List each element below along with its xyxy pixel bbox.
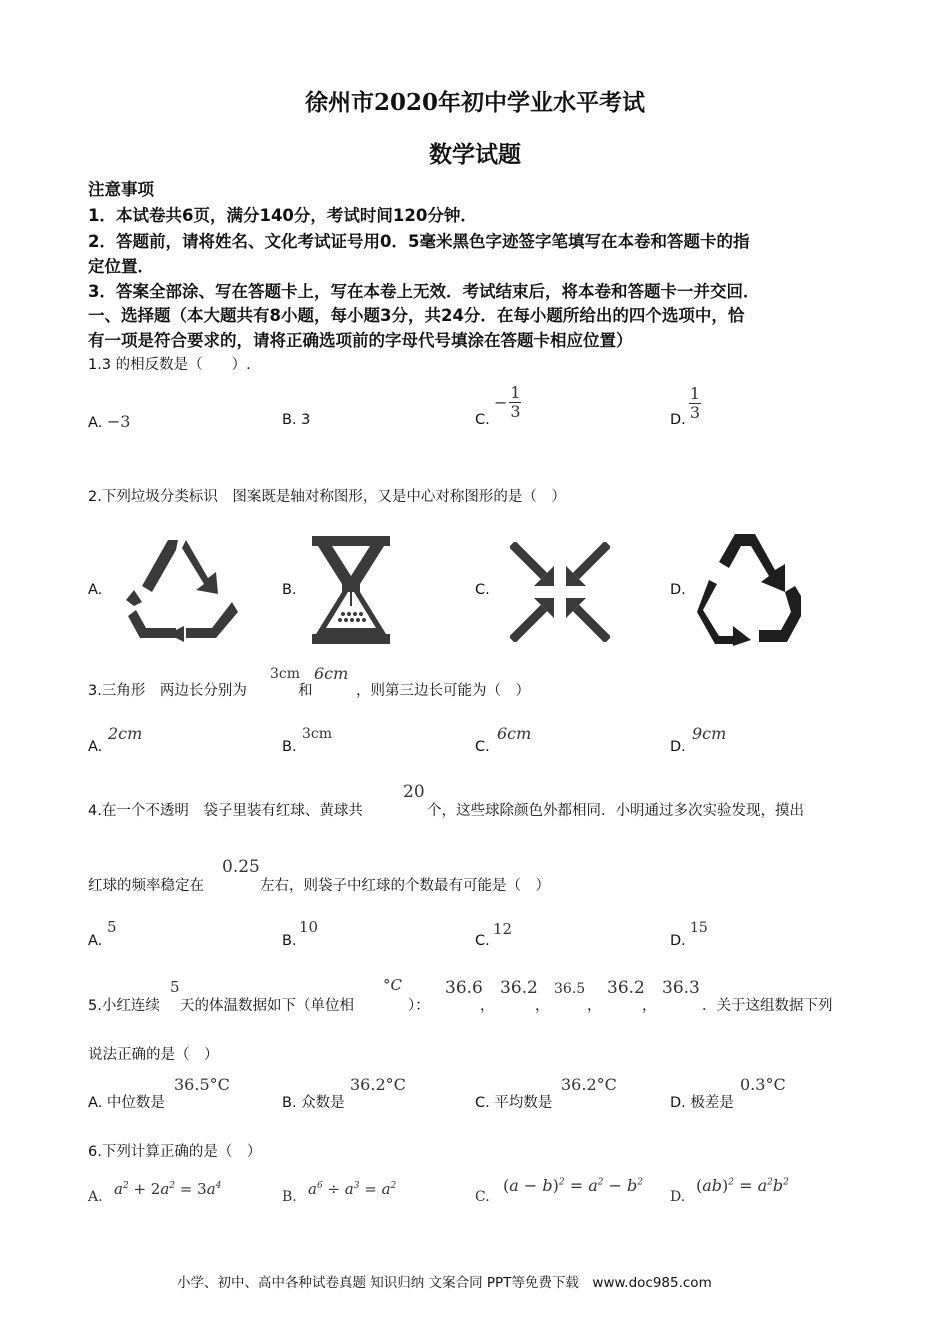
q4-d-value: 15 [690, 920, 708, 936]
q1-d-denominator: 3 [689, 403, 701, 422]
q4-value-025: 0.25 [222, 857, 260, 877]
q4-b-label: B. [282, 933, 297, 949]
q3-c-label: C. [475, 739, 490, 755]
q1-option-c-value [494, 384, 521, 421]
q1-a-value: −3 [106, 412, 131, 431]
q6-d-label: D. [670, 1189, 686, 1205]
q1-d-numerator: 1 [689, 384, 701, 403]
q4-c-value: 12 [493, 920, 513, 938]
q1-d-fraction [689, 385, 701, 422]
q5-comma-2: ， [535, 998, 550, 1014]
q2-c-label: C. [475, 582, 490, 598]
notice-heading: 注意事项 [88, 180, 154, 199]
q5-d-value-text: 0.3°C [740, 1075, 786, 1094]
q4-a-label: A. [88, 933, 103, 949]
q6-c-expression: $(a - b)^2 = a^2 - b^2$ [503, 1176, 644, 1195]
hourglass-flask-icon [310, 536, 392, 644]
q6-a-label: A. [88, 1189, 103, 1205]
q3-c-value: 6cm [497, 724, 532, 743]
q3-stem-part-1: 3.三角形 两边长分别为 [88, 683, 247, 699]
q4-stem-part-2: 个，这些球除颜色外都相同．小明通过多次实验发现，摸出 [427, 803, 804, 819]
q5-c-label: C. 平均数是 [475, 1095, 553, 1111]
q2-b-label: B. [282, 582, 297, 598]
q1-option-c-label: C. [475, 412, 490, 428]
q5-a-label: A. 中位数是 [88, 1095, 165, 1111]
notice-line-2a: 2．答题前，请将姓名、文化考试证号用0．5毫米黑色字迹签字笔填写在本卷和答题卡的指 [88, 232, 750, 251]
q4-b-value: 10 [299, 918, 319, 936]
recycle-triangle-icon [120, 536, 240, 642]
q5-b-value [350, 1075, 406, 1094]
q5-stem-part-5: 说法正确的是（ ） [88, 1047, 219, 1063]
q1-c-fraction [509, 384, 521, 421]
q3-a-label: A. [88, 739, 103, 755]
exam-subtitle: 数学试题 [429, 141, 521, 168]
q5-c-value [561, 1075, 617, 1094]
q5-stem-part-1: 5.小红连续 [88, 998, 160, 1014]
q6-b-expression: $a^6 \div a^3 = a^2$ [308, 1180, 397, 1198]
q1-c-numerator: 1 [510, 383, 521, 402]
q2-stem: 2.下列垃圾分类标识 图案既是轴对称图形，又是中心对称图形的是（ ） [88, 489, 566, 505]
q6-a-expression: $a^2 + 2a^2 = 3a^4$ [114, 1180, 222, 1198]
q2-d-label: D. [670, 582, 686, 598]
q6-c-label: C. [475, 1189, 490, 1205]
q1-option-a [88, 412, 130, 431]
section-heading-line-2: 有一项是符合要求的，请将正确选项前的字母代号填涂在答题卡相应位置） [88, 331, 633, 350]
q3-stem-part-2: 和 [298, 683, 313, 699]
q5-days: 5 [170, 978, 180, 996]
q6-d-expression: $(ab)^2 = a^2b^2$ [696, 1176, 789, 1195]
q1-option-b: B. 3 [282, 412, 311, 428]
q3-a-value: 2cm [108, 724, 143, 743]
section-heading-line-1: 一、选择题（本大题共有8小题，每小题3分，共24分．在每小题所给出的四个选项中，恰 [88, 306, 745, 325]
q4-c-label: C. [475, 933, 490, 949]
q3-b-label: B. [282, 739, 297, 755]
q3-d-label: D. [670, 739, 686, 755]
q4-stem-part-1: 4.在一个不透明 袋子里装有红球、黄球共 [88, 803, 363, 819]
q1-stem: 1.3 的相反数是（ ）. [88, 357, 251, 373]
q4-stem-part-3: 红球的频率稳定在 [88, 878, 204, 894]
q1-option-d-value [689, 384, 701, 422]
q5-temp-2: 36.2 [500, 978, 538, 998]
q5-stem-part-4: ．关于这组数据下列 [702, 998, 833, 1014]
q5-stem-part-2: 天的体温数据如下（单位相 [180, 998, 354, 1014]
q6-stem: 6.下列计算正确的是（ ） [88, 1144, 262, 1160]
q2-a-label: A. [88, 582, 103, 598]
q3-d-value: 9cm [692, 724, 727, 743]
q5-temp-4: 36.2 [607, 978, 645, 998]
q4-d-label: D. [670, 933, 686, 949]
q5-comma-3: ， [587, 998, 602, 1014]
q5-unit: °C [383, 976, 402, 994]
q4-value-20: 20 [403, 782, 425, 802]
q5-d-value [740, 1075, 786, 1094]
q3-stem-part-3: ，则第三边长可能为（ ） [356, 683, 530, 699]
exam-title: 徐州市2020年初中学业水平考试 [304, 89, 645, 116]
q4-a-value: 5 [107, 918, 117, 936]
notice-line-3: 3．答案全部涂、写在答题卡上，写在本卷上无效．考试结束后，将本卷和答题卡一并交回． [88, 282, 760, 301]
q3-value-3cm: 3cm [270, 666, 301, 682]
q5-b-label: B. 众数是 [282, 1095, 345, 1111]
q5-temp-3: 36.5 [554, 981, 586, 997]
q5-temp-1: 36.6 [445, 978, 483, 998]
footer-watermark: 小学、初中、高中各种试卷真题 知识归纳 文案合同 PPT等免费下载 www.doc985.com [177, 1275, 712, 1291]
notice-line-2b: 定位置． [88, 257, 154, 276]
q1-c-denominator: 3 [510, 402, 521, 421]
q5-b-value-text: 36.2°C [350, 1075, 406, 1094]
notice-line-1: 1．本试卷共6页，满分140分，考试时间120分钟． [88, 206, 477, 225]
q4-stem-part-4: 左右，则袋子中红球的个数最有可能是（ ） [260, 878, 550, 894]
q1-option-d-label: D. [670, 412, 686, 428]
q3-value-6cm: 6cm [314, 664, 349, 683]
q5-comma-1: ， [480, 998, 495, 1014]
q3-b-value: 3cm [302, 726, 333, 742]
q1-c-sign: − [494, 393, 508, 412]
q1-a-label: A. [88, 415, 103, 431]
q5-c-value-text: 36.2°C [561, 1075, 617, 1094]
q5-a-value [174, 1075, 230, 1094]
four-arrows-icon [510, 542, 610, 642]
q6-b-label: B. [282, 1189, 297, 1205]
recycle-arrows-icon [695, 530, 801, 646]
q5-comma-4: ， [642, 998, 657, 1014]
q5-temp-5: 36.3 [662, 978, 700, 998]
q5-d-label: D. 极差是 [670, 1095, 734, 1111]
q5-a-value-text: 36.5°C [174, 1075, 230, 1094]
q5-stem-part-3: ）： [408, 998, 430, 1014]
